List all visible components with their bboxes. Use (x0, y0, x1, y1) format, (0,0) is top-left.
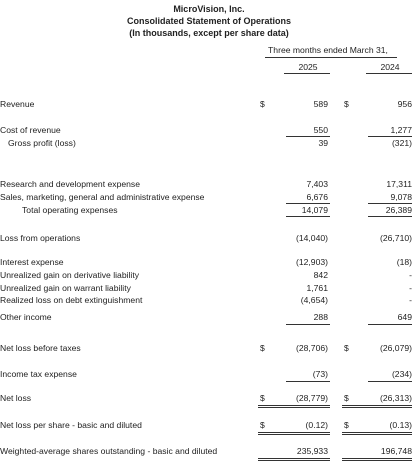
value-2024: 26,389 (385, 205, 412, 215)
row-label: Sales, marketing, general and administrative expense (0, 192, 205, 202)
company-name: MicroVision, Inc. (173, 4, 245, 14)
row-loss-from-operations (0, 233, 418, 245)
row-label: Unrealized gain on derivative liability (0, 270, 140, 280)
row-label: Weighted-average shares outstanding - basic and diluted (0, 446, 218, 456)
row-sga (0, 192, 418, 204)
value-2024: (234) (391, 369, 412, 379)
value-2025: (12,903) (295, 257, 328, 267)
year-2025-header: 2025 (298, 62, 318, 72)
row-label: Other income (0, 312, 52, 322)
value-2025: (28,706) (295, 343, 328, 353)
value-2024: (0.13) (389, 420, 412, 430)
row-label: Income tax expense (0, 369, 77, 379)
value-2025: (0.12) (305, 420, 328, 430)
value-2025: (73) (312, 369, 328, 379)
row-net-loss (0, 393, 418, 405)
value-2025: 7,403 (306, 179, 328, 189)
currency-symbol: $ (260, 99, 265, 109)
row-label: Unrealized gain on warrant liability (0, 283, 131, 293)
subtotal-line (368, 324, 412, 325)
double-underline (342, 407, 412, 408)
row-label: Cost of revenue (0, 125, 61, 135)
double-underline (342, 405, 412, 406)
row-label: Research and development expense (0, 179, 140, 189)
row-cost-of-revenue (0, 125, 418, 137)
year-2025-underline (284, 73, 330, 74)
value-2025: 288 (313, 312, 328, 322)
currency-symbol: $ (260, 420, 265, 430)
year-2024-header: 2024 (380, 62, 400, 72)
value-2025: (14,040) (295, 233, 328, 243)
value-2024: (18) (396, 257, 412, 267)
value-2024: 196,748 (380, 446, 412, 456)
value-2025: (28,779) (295, 393, 328, 403)
row-realized-loss (0, 295, 418, 307)
double-underline (258, 432, 330, 433)
value-2025: 14,079 (301, 205, 328, 215)
value-2025: 589 (313, 99, 328, 109)
value-2025: 1,761 (306, 283, 328, 293)
currency-symbol: $ (344, 343, 349, 353)
value-2024: 649 (397, 312, 412, 322)
currency-symbol: $ (260, 343, 265, 353)
value-2025: (4,654) (300, 295, 328, 305)
row-income-tax-expense (0, 369, 418, 381)
statement-title: Consolidated Statement of Operations (126, 16, 292, 26)
row-interest-expense (0, 257, 418, 269)
value-2024: (26,313) (379, 393, 412, 403)
value-2024: (321) (391, 138, 412, 148)
value-2025: 6,676 (306, 192, 328, 202)
double-underline (258, 407, 330, 408)
row-total-operating-expenses (0, 205, 418, 217)
value-2025: 39 (318, 138, 328, 148)
row-unrealized-derivative (0, 270, 418, 282)
double-underline (342, 458, 412, 459)
subtotal-line (368, 203, 412, 204)
double-underline (342, 434, 412, 435)
currency-symbol: $ (344, 420, 349, 430)
row-label: Net loss (0, 393, 32, 403)
subtotal-line (368, 136, 412, 137)
subtotal-line (286, 203, 330, 204)
double-underline (342, 432, 412, 433)
subtotal-line (286, 216, 330, 217)
currency-symbol: $ (344, 393, 349, 403)
subtotal-line (286, 136, 330, 137)
currency-symbol: $ (260, 393, 265, 403)
row-label: Realized loss on debt extinguishment (0, 295, 143, 305)
value-2024: - (409, 295, 412, 305)
double-underline (258, 458, 330, 459)
value-2025: 842 (313, 270, 328, 280)
value-2025: 550 (313, 125, 328, 135)
double-underline (258, 434, 330, 435)
row-other-income (0, 312, 418, 324)
value-2024: 956 (397, 99, 412, 109)
row-gross-profit (0, 138, 418, 150)
subtotal-line (286, 324, 330, 325)
statement-units: (In thousands, except per share data) (129, 28, 289, 38)
value-2024: 1,277 (390, 125, 412, 135)
value-2024: (26,079) (379, 343, 412, 353)
value-2024: (26,710) (379, 233, 412, 243)
value-2024: - (409, 270, 412, 280)
subtotal-line (368, 216, 412, 217)
period-header: Three months ended March 31, (268, 45, 388, 55)
row-research-development (0, 179, 418, 191)
currency-symbol: $ (344, 99, 349, 109)
value-2025: 235,933 (296, 446, 328, 456)
value-2024: - (409, 283, 412, 293)
double-underline (342, 460, 412, 461)
year-2024-underline (366, 73, 412, 74)
row-revenue (0, 99, 418, 111)
row-label: Net loss before taxes (0, 343, 81, 353)
row-unrealized-warrant (0, 283, 418, 295)
row-label: Revenue (0, 99, 35, 109)
row-net-loss-before-taxes (0, 343, 418, 355)
row-label: Net loss per share - basic and diluted (0, 420, 142, 430)
double-underline (258, 460, 330, 461)
double-underline (258, 405, 330, 406)
subtotal-line (368, 381, 412, 382)
row-label: Interest expense (0, 257, 64, 267)
value-2024: 9,078 (390, 192, 412, 202)
row-label: Gross profit (loss) (8, 138, 76, 148)
subtotal-line (286, 381, 330, 382)
row-label: Loss from operations (0, 233, 81, 243)
period-underline (265, 57, 397, 58)
row-weighted-average-shares (0, 446, 418, 458)
row-label: Total operating expenses (22, 205, 118, 215)
row-net-loss-per-share (0, 420, 418, 432)
value-2024: 17,311 (386, 179, 412, 189)
